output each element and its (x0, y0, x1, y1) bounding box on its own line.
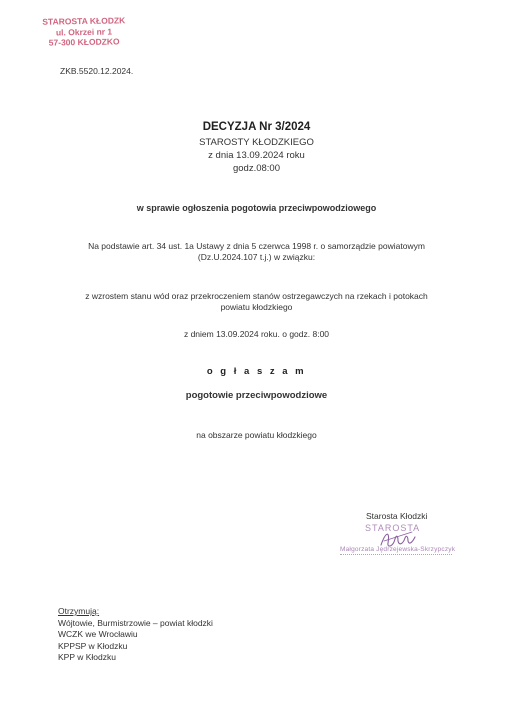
signature-line (340, 554, 452, 555)
announce-heading: o g ł a s z a m (206, 366, 307, 377)
stamp-line-3: 57-300 KŁODZKO (48, 36, 120, 48)
alert-type: pogotowie przeciwpowodziowe (185, 390, 328, 401)
reference-number: ZKB.5520.12.2024. (60, 66, 134, 76)
office-stamp (36, 15, 133, 48)
signature-stamp: STAROSTA (365, 523, 421, 533)
decision-title: DECYZJA Nr 3/2024 (202, 121, 311, 133)
legal-basis-line-1: Na podstawie art. 34 ust. 1a Ustawy z dnia 5 czerwca 1998 r. o samorządzie powiatowym (88, 241, 425, 251)
decision-date: z dnia 13.09.2024 roku (208, 150, 305, 161)
list-item: Wójtowie, Burmistrzowie – powiat kłodzki (58, 617, 213, 628)
legal-basis-line-2: (Dz.U.2024.107 t.j.) w związku: (197, 252, 316, 262)
subject: w sprawie ogłoszenia pogotowia przeciwpowodziowego (136, 203, 377, 213)
issuer: STAROSTY KŁODZKIEGO (199, 137, 314, 148)
signatory-name: Małgorzata Jędrzejewska-Skrzypczyk (340, 546, 456, 553)
stamp-line-2: ul. Okrzei nr 1 (55, 26, 113, 37)
decision-time: godz.08:00 (232, 163, 280, 174)
recipients-list (58, 606, 213, 664)
signature-title: Starosta Kłodzki (366, 511, 428, 521)
recipients-heading: Otrzymują: (58, 606, 100, 616)
stamp-line-1: STAROSTA KŁODZK (42, 15, 126, 27)
area: na obszarze powiatu kłodzkiego (196, 430, 317, 440)
reason-line-1: z wzrostem stanu wód oraz przekroczeniem stanów ostrzegawczych na rzekach i potokach (85, 291, 428, 301)
list-item: KPP w Kłodzku (58, 652, 116, 662)
effective-date: z dniem 13.09.2024 roku. o godz. 8:00 (183, 329, 330, 339)
list-item: KPPSP w Kłodzku (58, 640, 128, 651)
reason-line-2: powiatu kłodzkiego (220, 302, 293, 312)
list-item: WCZK we Wrocławiu (58, 629, 138, 639)
